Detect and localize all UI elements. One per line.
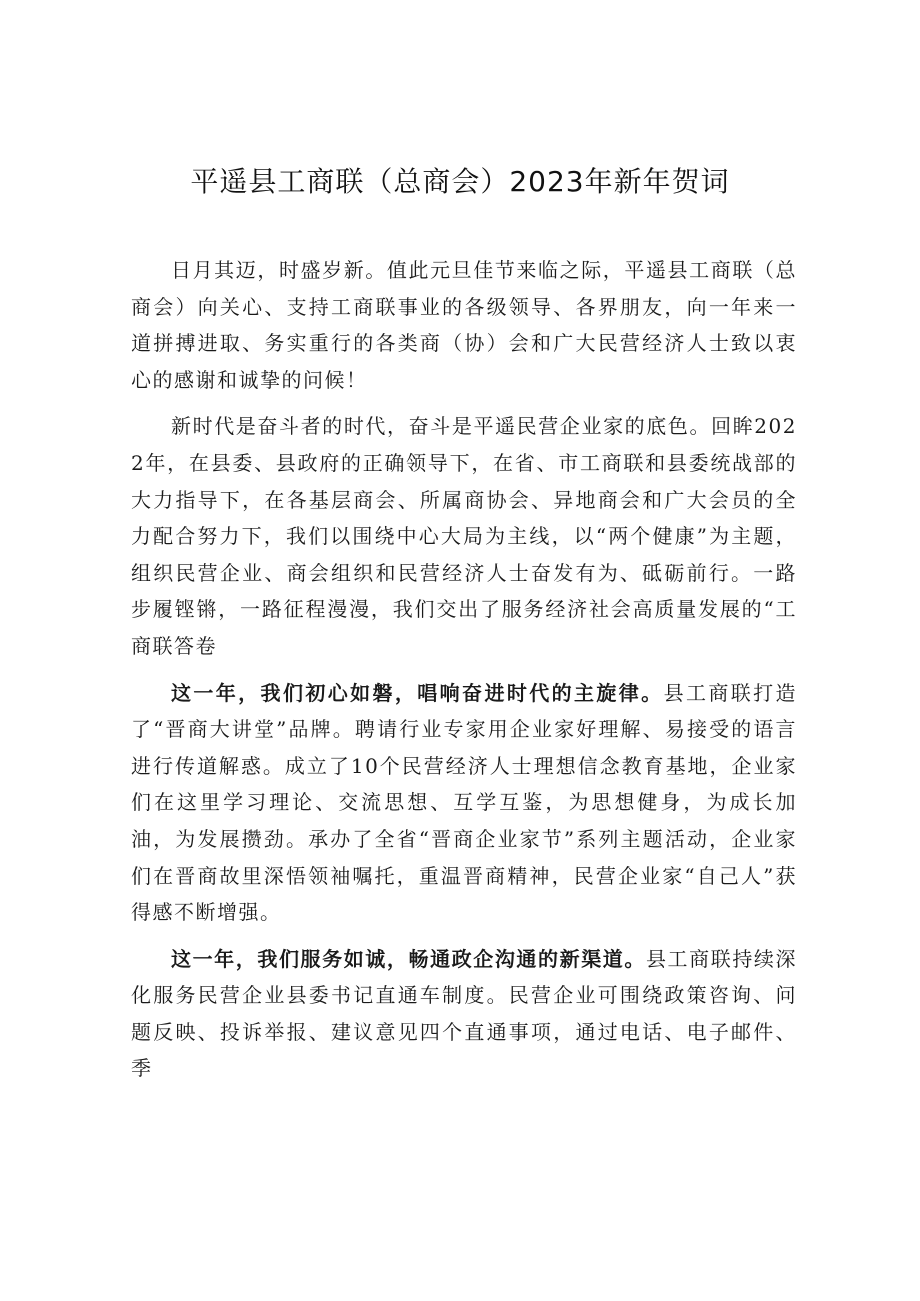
paragraph-review-2022 [131, 408, 797, 664]
paragraph-original-aspiration [131, 675, 797, 931]
paragraph-text: 县工商联持续深化服务民营企业县委书记直通车制度。民营企业可围绕政策咨询、问题反映、投诉举报、建议意见四个直通事项，通过电话、电子邮件、季 [131, 946, 798, 1081]
paragraph-greeting [131, 252, 797, 398]
paragraph-text: 县工商联打造了“晋商大讲堂”品牌。聘请行业专家用企业家好理解、易接受的语言进行传道解惑。成立了10个民营经济人士理想信念教育基地，企业家们在这里学习理论、交流思想、互学互鉴，为思想健身，为成长加油，为发展攒劲。承办了全省“晋商企业家节”系列主题活动，企业家们在晋商故里深悟领袖嘱托，重温晋商精神，民营企业家“自己人”获得感不断增强。 [131, 680, 798, 925]
paragraph-lead-heading: 这一年，我们服务如诚，畅通政企沟通的新渠道。 [171, 946, 646, 971]
paragraph-text: 日月其迈，时盛岁新。值此元旦佳节来临之际，平遥县工商联（总商会）向关心、支持工商联事业的各级领导、各界朋友，向一年来一道拼搏进取、务实重行的各类商（协）会和广大民营经济人士致以衷心的感谢和诚挚的问候！ [131, 258, 797, 392]
paragraph-text: 新时代是奋斗者的时代，奋斗是平遥民营企业家的底色。回眸2022年，在县委、县政府的正确领导下，在省、市工商联和县委统战部的大力指导下，在各基层商会、所属商协会、异地商会和广大会员的全力配合努力下，我们以围绕中心大局为主线，以“两个健康”为主题，组织民营企业、商会组织和民营经济人士奋发有为、砥砺前行。一路步履铿锵，一路征程漫漫，我们交出了服务经济社会高质量发展的“工商联答卷 [131, 414, 797, 658]
paragraph-service [131, 941, 797, 1087]
paragraph-lead-heading: 这一年，我们初心如磐，唱响奋进时代的主旋律。 [171, 680, 664, 705]
document-title: 平遥县工商联（总商会）2023年新年贺词 [190, 165, 730, 198]
document-body [131, 252, 797, 1097]
